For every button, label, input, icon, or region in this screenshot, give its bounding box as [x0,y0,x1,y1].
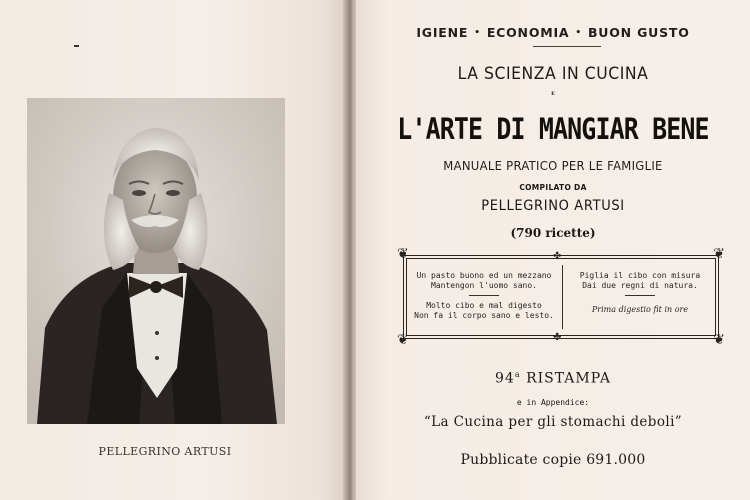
verse-bottom-left [409,301,559,321]
title-line-1: LA SCIENZA IN CUCINA [457,64,649,84]
reprint-label: RISTAMPA [526,370,611,387]
compiled-by: COMPILATO DA [519,183,587,192]
verse-line: Mantengon l'uomo sano. [431,281,537,290]
verse-rule [469,295,499,296]
corner-ornament-icon: ❦ [397,246,409,262]
verse-top-left [409,271,559,291]
subject-igiene: IGIENE [416,25,469,40]
subject-separator: • [474,28,481,38]
title-line-2: L'ARTE DI MANGIAR BENE [397,112,709,146]
verse-bottom-right [565,305,715,315]
verse-line: Dai due regni di natura. [582,281,698,290]
subjects-line [356,25,750,40]
verse-frame [397,246,725,348]
verse-line: Un pasto buono ed un mezzano [416,271,552,280]
frame-ornament-icon: ✤ [553,251,562,262]
corner-ornament-icon: ❦ [713,332,725,348]
reprint-ordinal: a [514,370,521,379]
title-page [356,0,750,500]
corner-ornament-icon: ❦ [713,246,725,262]
page-mark [74,45,79,47]
author-name: PELLEGRINO ARTUSI [481,198,625,214]
verse-divider [562,265,563,329]
title-rule [533,46,601,47]
reprint-number: 94 [495,370,515,387]
recipe-count: (790 ricette) [510,226,596,240]
left-page [0,0,350,500]
verse-line: Prima digestio fit in ore [591,305,689,314]
copies-published: Pubblicate copie 691.000 [460,452,646,468]
appendix-intro: e in Appendice: [516,398,590,407]
author-portrait [27,98,285,424]
verse-top-right [565,271,715,291]
verse-rule [625,295,655,296]
verse-line: Molto cibo e mal digesto [426,301,542,310]
portrait-caption: PELLEGRINO ARTUSI [98,445,232,458]
book-subtitle: MANUALE PRATICO PER LE FAMIGLIE [443,158,663,173]
reprint-line [356,370,750,387]
frame-ornament-icon: ✤ [553,332,562,343]
subject-buon-gusto: BUON GUSTO [587,25,690,40]
appendix-title: “La Cucina per gli stomachi deboli” [423,414,683,430]
title-conjunction: E [551,91,555,97]
verse-line: Non fa il corpo sano e lesto. [414,311,554,320]
subject-economia: ECONOMIA [486,25,570,40]
corner-ornament-icon: ❦ [397,332,409,348]
subject-separator: • [575,28,582,38]
verse-line: Piglia il cibo con misura [579,271,701,280]
